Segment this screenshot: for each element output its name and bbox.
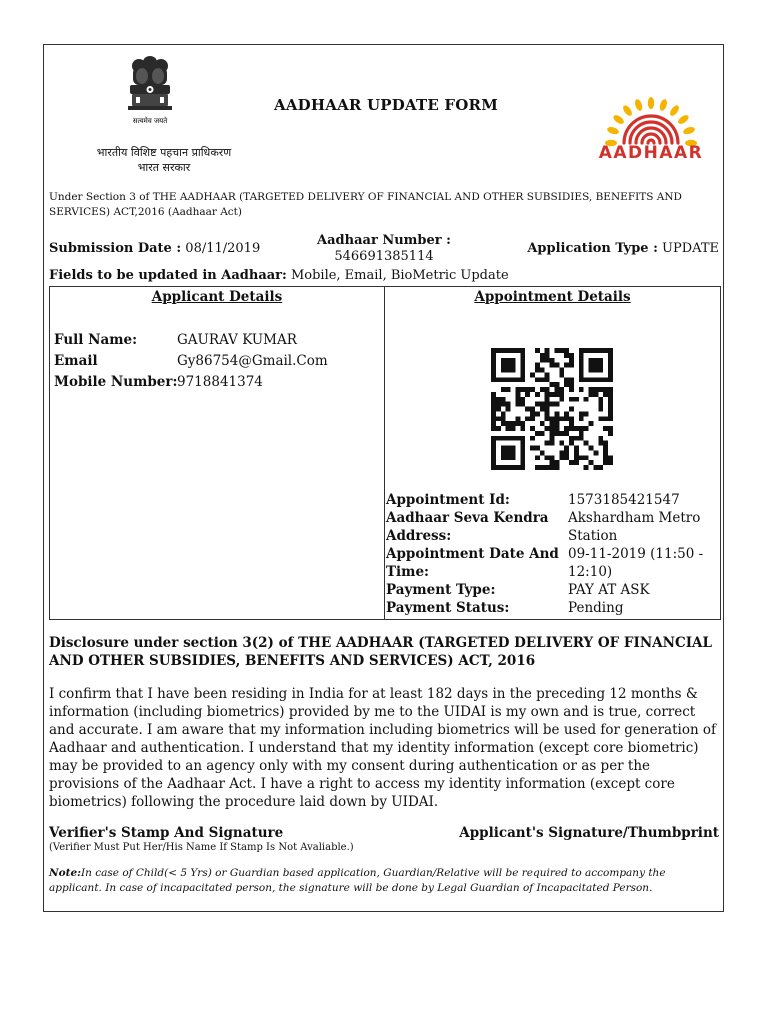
applicant-value: 9718841374	[177, 374, 263, 390]
emblem-motto: सत्यमेव जयते	[132, 117, 168, 125]
authority-name	[64, 145, 264, 175]
details-table	[49, 286, 721, 620]
applicant-signature-label: Applicant's Signature/Thumbprint	[459, 825, 719, 841]
disclosure-title: Disclosure under section 3(2) of THE AADHAAR (TARGETED DELIVERY OF FINANCIAL AND OTHER SUBSIDIES, BENEFITS AND SERVICES) ACT, 2016	[49, 635, 712, 669]
appointment-value: Pending	[568, 600, 624, 616]
aadhaar-number-label: Aadhaar Number :	[317, 233, 451, 248]
aadhaar-logo-text: AADHAAR	[598, 143, 704, 163]
fields-to-update-label: Fields to be updated in Aadhaar:	[49, 268, 287, 283]
appointment-label: Appointment Date And Time:	[386, 546, 559, 580]
applicant-label: Full Name:	[54, 332, 138, 348]
aadhaar-sun-icon	[578, 67, 724, 147]
appointment-value: 1573185421547	[568, 492, 680, 508]
aadhaar-number	[299, 233, 469, 265]
applicant-value: GAURAV KUMAR	[177, 332, 297, 348]
note-text: In case of Child(< 5 Yrs) or Guardian based application, Guardian/Relative will be required to accompany the applicant. In case of incapacitated person, the signature will be done by Legal Guardian of Incapacitated Person.	[49, 867, 666, 894]
appointment-row-id	[386, 492, 720, 510]
guardian-note	[49, 866, 709, 896]
disclosure-body: I confirm that I have been residing in India for at least 182 days in the preceding 12 months & information (including biometrics) provided by me to the UIDAI is my own and is true, correct and accurate. I am aware that my information including biometrics will be used for generation of Aadhaar and authentication. I understand that my identity information (except core biometric) may be provided to an agency only with my consent during authentication or as per the provisions of the Aadhaar Act. I have a right to access my identity information (except core biometrics) following the procedure laid down by UIDAI.	[49, 686, 717, 810]
qr-code-icon	[491, 348, 613, 470]
appointment-value: Akshardham Metro Station	[568, 510, 701, 544]
submission-date-label: Submission Date :	[49, 241, 182, 256]
appointment-value: 09-11-2019 (11:50 - 12:10)	[568, 546, 704, 580]
aadhaar-logo	[578, 67, 724, 167]
appointment-row-datetime	[386, 546, 720, 582]
applicant-row-email	[54, 351, 380, 371]
form-page	[43, 44, 724, 912]
appointment-label: Aadhaar Seva Kendra Address:	[386, 510, 549, 544]
appointment-value: PAY AT ASK	[568, 582, 650, 598]
appointment-row-payment-type	[386, 582, 720, 600]
act-section-note: Under Section 3 of THE AADHAAR (TARGETED DELIVERY OF FINANCIAL AND OTHER SUBSIDIES, BENEFITS AND SERVICES) ACT,2016 (Aadhaar Act)	[49, 191, 682, 218]
aadhaar-number-value: 546691385114	[334, 249, 434, 264]
org-name-hindi: भारतीय विशिष्ट पहचान प्राधिकरण	[96, 146, 232, 159]
submission-date-value: 08/11/2019	[185, 241, 261, 256]
appointment-row-payment-status	[386, 600, 720, 618]
fields-to-update-value: Mobile, Email, BioMetric Update	[290, 268, 509, 283]
column-divider	[384, 287, 385, 619]
appointment-details-heading: Appointment Details	[474, 289, 631, 305]
verifier-signature-label: Verifier's Stamp And Signature	[49, 825, 284, 841]
application-type-label: Application Type :	[527, 241, 658, 256]
applicant-label: Mobile Number:	[54, 374, 178, 390]
appointment-label: Payment Type:	[386, 582, 496, 598]
application-type	[527, 241, 719, 256]
submission-date	[49, 241, 260, 256]
verifier-note: (Verifier Must Put Her/His Name If Stamp Is Not Avaliable.)	[49, 842, 354, 853]
note-label: Note:	[49, 867, 82, 879]
applicant-row-name	[54, 330, 380, 350]
application-type-value: UPDATE	[662, 241, 719, 256]
form-title: AADHAAR UPDATE FORM	[274, 96, 499, 114]
fields-to-update	[49, 268, 509, 283]
govt-name-hindi: भारत सरकार	[137, 161, 191, 174]
national-emblem-icon	[122, 53, 178, 137]
applicant-value: Gy86754@Gmail.Com	[177, 353, 328, 369]
appointment-row-address	[386, 510, 720, 546]
applicant-label: Email	[54, 353, 98, 369]
appointment-label: Payment Status:	[386, 600, 510, 616]
applicant-row-mobile	[54, 372, 380, 392]
applicant-details-heading: Applicant Details	[151, 289, 283, 305]
appointment-label: Appointment Id:	[386, 492, 510, 508]
